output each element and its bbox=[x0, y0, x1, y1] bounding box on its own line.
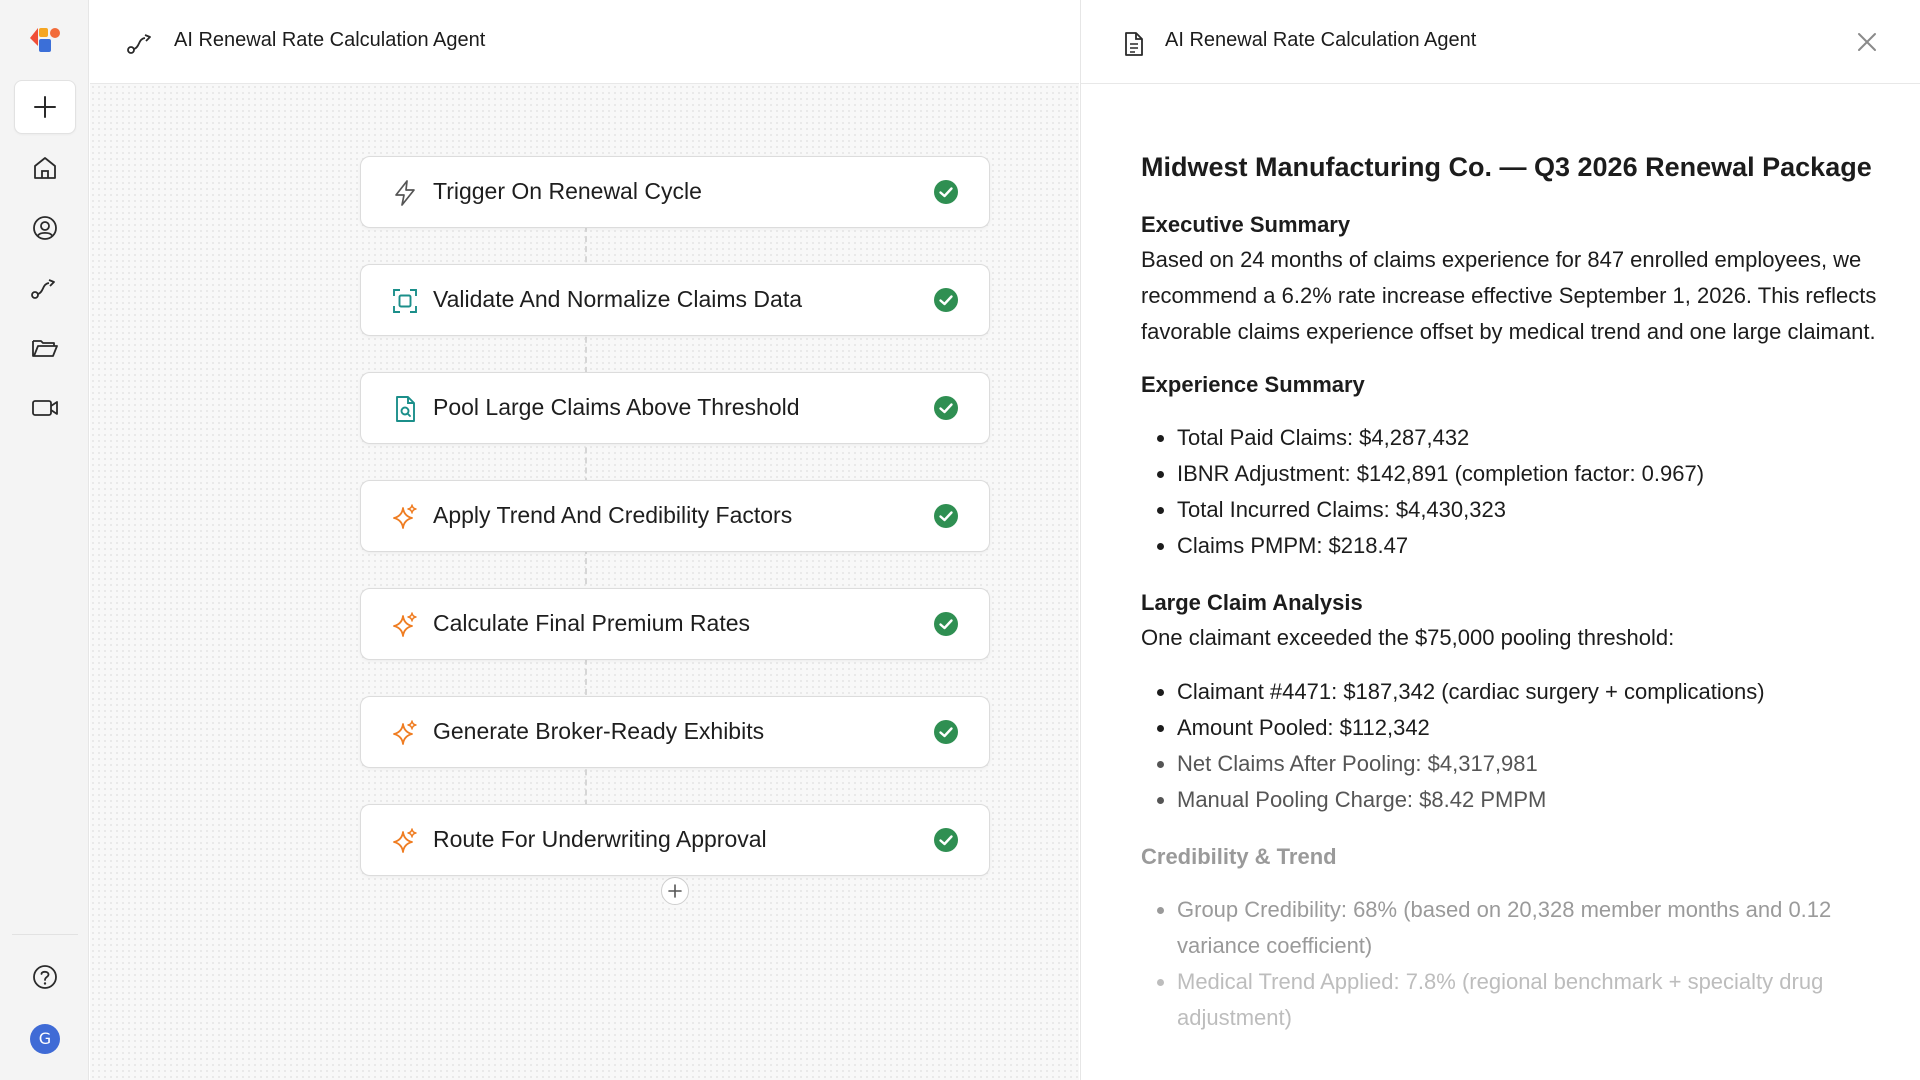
scan-icon bbox=[391, 287, 419, 315]
renewal-document bbox=[1141, 150, 1881, 1058]
credibility-list bbox=[1141, 892, 1881, 1036]
check-circle-icon bbox=[933, 611, 959, 637]
list-item: • Group Credibility: 68% (based on 20,328 member months and 0.12 variance coefficient) bbox=[1177, 892, 1881, 964]
workflow-step-trigger[interactable] bbox=[360, 156, 990, 228]
list-item: • Claims PMPM: $218.47 bbox=[1177, 528, 1881, 564]
experience-list bbox=[1141, 420, 1881, 564]
check-circle-icon bbox=[933, 395, 959, 421]
nav-home[interactable] bbox=[14, 141, 76, 195]
avatar[interactable]: G bbox=[30, 1024, 60, 1054]
lightning-icon bbox=[391, 179, 419, 207]
section-title-experience: Experience Summary bbox=[1141, 372, 1365, 397]
nav-profile[interactable] bbox=[14, 201, 76, 255]
app-logo[interactable] bbox=[28, 24, 62, 54]
section-title-large-claim: Large Claim Analysis bbox=[1141, 590, 1363, 615]
list-item: • Total Paid Claims: $4,287,432 bbox=[1177, 420, 1881, 456]
step-label: Pool Large Claims Above Threshold bbox=[433, 394, 800, 420]
new-button[interactable] bbox=[14, 80, 76, 134]
step-label: Trigger On Renewal Cycle bbox=[433, 178, 702, 204]
large-claim-list bbox=[1141, 674, 1881, 818]
nav-recordings[interactable] bbox=[14, 381, 76, 435]
workflow-icon bbox=[126, 30, 156, 56]
list-item: • IBNR Adjustment: $142,891 (completion factor: 0.967) bbox=[1177, 456, 1881, 492]
list-item: • Amount Pooled: $112,342 bbox=[1177, 710, 1881, 746]
help-button[interactable] bbox=[14, 950, 76, 1004]
check-circle-icon bbox=[933, 827, 959, 853]
document-icon bbox=[1121, 30, 1147, 58]
video-icon bbox=[30, 394, 60, 422]
step-label: Apply Trend And Credibility Factors bbox=[433, 502, 793, 528]
sparkle-icon bbox=[391, 611, 419, 639]
folder-icon bbox=[30, 334, 60, 362]
sparkle-icon bbox=[391, 827, 419, 855]
list-item: • Total Incurred Claims: $4,430,323 bbox=[1177, 492, 1881, 528]
plus-icon bbox=[667, 883, 683, 899]
list-item: • Net Claims After Pooling: $4,317,981 bbox=[1177, 746, 1881, 782]
document-heading: Midwest Manufacturing Co. — Q3 2026 Renewal Package bbox=[1141, 152, 1872, 182]
check-circle-icon bbox=[933, 503, 959, 529]
panel-title: AI Renewal Rate Calculation Agent bbox=[1165, 29, 1477, 51]
rail-divider bbox=[12, 934, 78, 935]
close-icon[interactable] bbox=[1853, 28, 1881, 56]
canvas-header bbox=[90, 0, 1079, 84]
step-label: Generate Broker-Ready Exhibits bbox=[433, 718, 765, 744]
check-circle-icon bbox=[933, 719, 959, 745]
step-label: Validate And Normalize Claims Data bbox=[433, 286, 803, 312]
workflow-step-pool[interactable] bbox=[360, 372, 990, 444]
workflow-title: AI Renewal Rate Calculation Agent bbox=[174, 29, 486, 51]
nav-files[interactable] bbox=[14, 321, 76, 375]
user-circle-icon bbox=[31, 214, 59, 242]
document-search-icon bbox=[391, 395, 419, 423]
list-item: • Claimant #4471: $187,342 (cardiac surgery + complications) bbox=[1177, 674, 1881, 710]
section-title-credibility: Credibility & Trend bbox=[1141, 844, 1337, 869]
left-rail bbox=[0, 0, 89, 1080]
output-panel bbox=[1080, 0, 1920, 1080]
workflow-step-exhibits[interactable] bbox=[360, 696, 990, 768]
check-circle-icon bbox=[933, 287, 959, 313]
step-label: Calculate Final Premium Rates bbox=[433, 610, 751, 636]
sparkle-icon bbox=[391, 503, 419, 531]
home-icon bbox=[31, 154, 59, 182]
list-item: • Medical Trend Applied: 7.8% (regional benchmark + specialty drug adjustment) bbox=[1177, 964, 1881, 1036]
workflow-canvas bbox=[90, 0, 1079, 1080]
workflow-step-approval[interactable] bbox=[360, 804, 990, 876]
nav-workflows[interactable] bbox=[14, 261, 76, 315]
workflow-step-trend[interactable] bbox=[360, 480, 990, 552]
list-item: • Manual Pooling Charge: $8.42 PMPM bbox=[1177, 782, 1881, 818]
step-label: Route For Underwriting Approval bbox=[433, 826, 767, 852]
large-claim-intro: One claimant exceeded the $75,000 pooling threshold: bbox=[1141, 625, 1675, 650]
workflow-icon bbox=[30, 274, 60, 302]
section-title-executive: Executive Summary bbox=[1141, 212, 1351, 237]
help-icon bbox=[31, 963, 59, 991]
workflow-step-validate[interactable] bbox=[360, 264, 990, 336]
workflow-step-calculate[interactable] bbox=[360, 588, 990, 660]
panel-header bbox=[1081, 0, 1920, 84]
sparkle-icon bbox=[391, 719, 419, 747]
check-circle-icon bbox=[933, 179, 959, 205]
add-step-button[interactable] bbox=[661, 877, 689, 905]
executive-summary-body: Based on 24 months of claims experience for 847 enrolled employees, we recommend a 6.2% rate increase effective September 1, 2026. This reflects favorable claims experience offset by medical trend and one large claimant. bbox=[1141, 247, 1877, 344]
plus-icon bbox=[32, 94, 58, 120]
